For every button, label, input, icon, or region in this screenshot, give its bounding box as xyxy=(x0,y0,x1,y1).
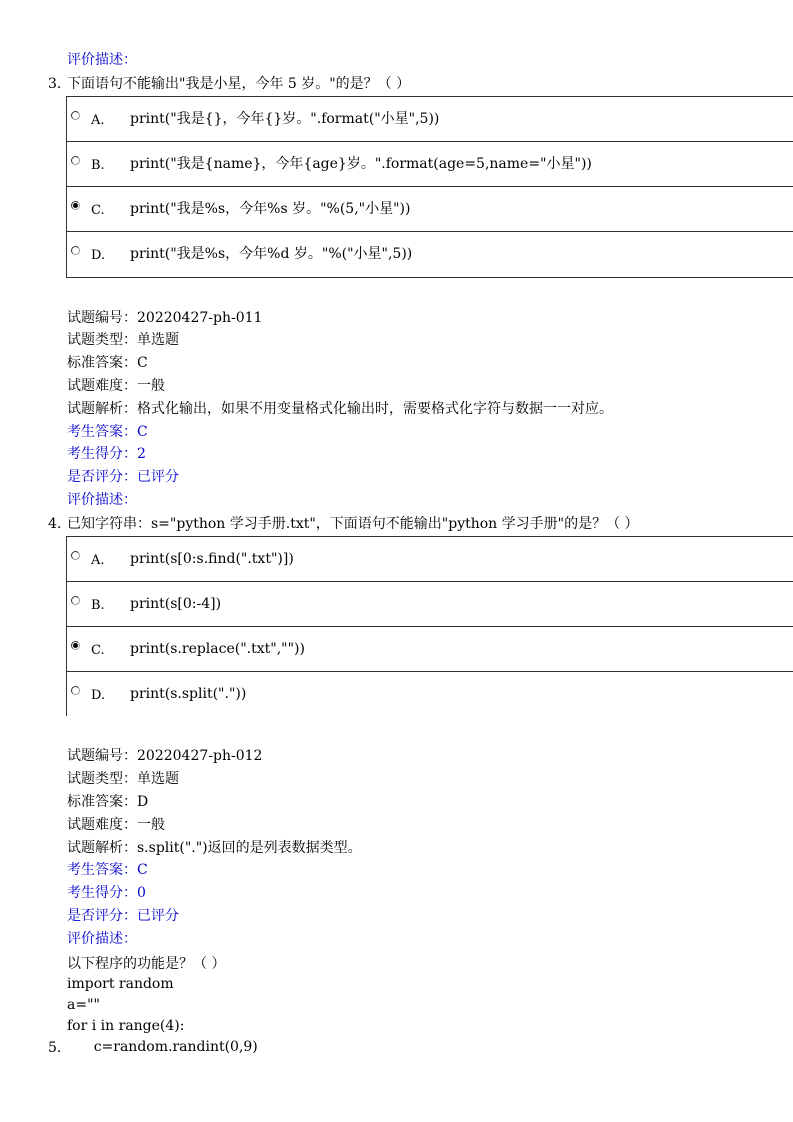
option-letter: B. xyxy=(91,158,105,173)
option-letter: D. xyxy=(91,248,106,263)
student-answer: 考生答案：C xyxy=(67,862,148,878)
option-row[interactable] xyxy=(67,626,793,671)
student-score: 考生得分：2 xyxy=(67,446,146,462)
standard-answer: 标准答案：D xyxy=(67,794,149,810)
question-type: 试题类型：单选题 xyxy=(67,332,179,348)
eval-desc-label: 评价描述： xyxy=(67,931,137,947)
graded-status: 是否评分：已评分 xyxy=(67,469,179,485)
question-id: 试题编号：20220427-ph-012 xyxy=(67,748,263,764)
option-code: print("我是{name}，今年{age}岁。".format(age=5,name="小星")) xyxy=(130,156,592,172)
student-answer: 考生答案：C xyxy=(67,424,148,440)
eval-desc-label: 评价描述： xyxy=(67,492,137,508)
option-row[interactable] xyxy=(67,141,793,186)
code-line: c=random.randint(0,9) xyxy=(67,1039,258,1055)
question-analysis: 试题解析：格式化输出，如果不用变量格式化输出时，需要格式化字符与数据一一对应。 xyxy=(67,401,613,417)
question-analysis: 试题解析：s.split(".")返回的是列表数据类型。 xyxy=(67,840,362,856)
option-code: print(s.replace(".txt","")) xyxy=(130,641,305,657)
option-code: print("我是{}，今年{}岁。".format("小星",5)) xyxy=(130,111,440,127)
option-letter: C. xyxy=(91,203,105,218)
student-score: 考生得分：0 xyxy=(67,885,146,901)
option-code: print(s[0:-4]) xyxy=(130,596,222,612)
question-number: 4. xyxy=(48,516,62,532)
question-stem: 已知字符串：s="python 学习手册.txt"，下面语句不能输出"python 学习手册"的是？（ ） xyxy=(67,516,639,532)
option-row[interactable] xyxy=(67,536,793,581)
question-number: 5. xyxy=(48,1040,62,1056)
radio-button-checked[interactable] xyxy=(71,641,80,650)
option-code: print("我是%s，今年%s 岁。"%(5,"小星")) xyxy=(130,201,411,217)
question-type: 试题类型：单选题 xyxy=(67,771,179,787)
code-line: for i in range(4): xyxy=(67,1018,185,1034)
standard-answer: 标准答案：C xyxy=(67,355,148,371)
options-table xyxy=(66,96,793,278)
question-id: 试题编号：20220427-ph-011 xyxy=(67,310,263,326)
option-row[interactable] xyxy=(67,231,793,278)
option-code: print("我是%s，今年%d 岁。"%("小星",5)) xyxy=(130,246,413,262)
radio-button[interactable] xyxy=(71,596,80,605)
option-code: print(s[0:s.find(".txt")]) xyxy=(130,551,294,567)
radio-button[interactable] xyxy=(71,551,80,560)
question-difficulty: 试题难度：一般 xyxy=(67,378,165,394)
options-table xyxy=(66,536,793,716)
option-letter: B. xyxy=(91,598,105,613)
option-letter: A. xyxy=(91,113,105,128)
option-code: print(s.split(".")) xyxy=(130,686,247,702)
question-stem: 以下程序的功能是？（ ） xyxy=(67,956,226,972)
code-line: a="" xyxy=(67,997,100,1013)
question-stem: 下面语句不能输出"我是小星，今年 5 岁。"的是？（ ） xyxy=(67,76,411,92)
option-row[interactable] xyxy=(67,581,793,626)
eval-desc-label: 评价描述： xyxy=(67,52,137,68)
radio-button[interactable] xyxy=(71,246,80,255)
radio-button[interactable] xyxy=(71,111,80,120)
question-number: 3. xyxy=(48,76,62,92)
graded-status: 是否评分：已评分 xyxy=(67,908,179,924)
option-letter: D. xyxy=(91,688,106,703)
option-row[interactable] xyxy=(67,671,793,716)
radio-button[interactable] xyxy=(71,686,80,695)
option-letter: A. xyxy=(91,553,105,568)
radio-button[interactable] xyxy=(71,156,80,165)
option-row[interactable] xyxy=(67,186,793,231)
question-difficulty: 试题难度：一般 xyxy=(67,817,165,833)
code-line: import random xyxy=(67,976,174,992)
radio-button-checked[interactable] xyxy=(71,201,80,210)
option-letter: C. xyxy=(91,643,105,658)
option-row[interactable] xyxy=(67,96,793,141)
